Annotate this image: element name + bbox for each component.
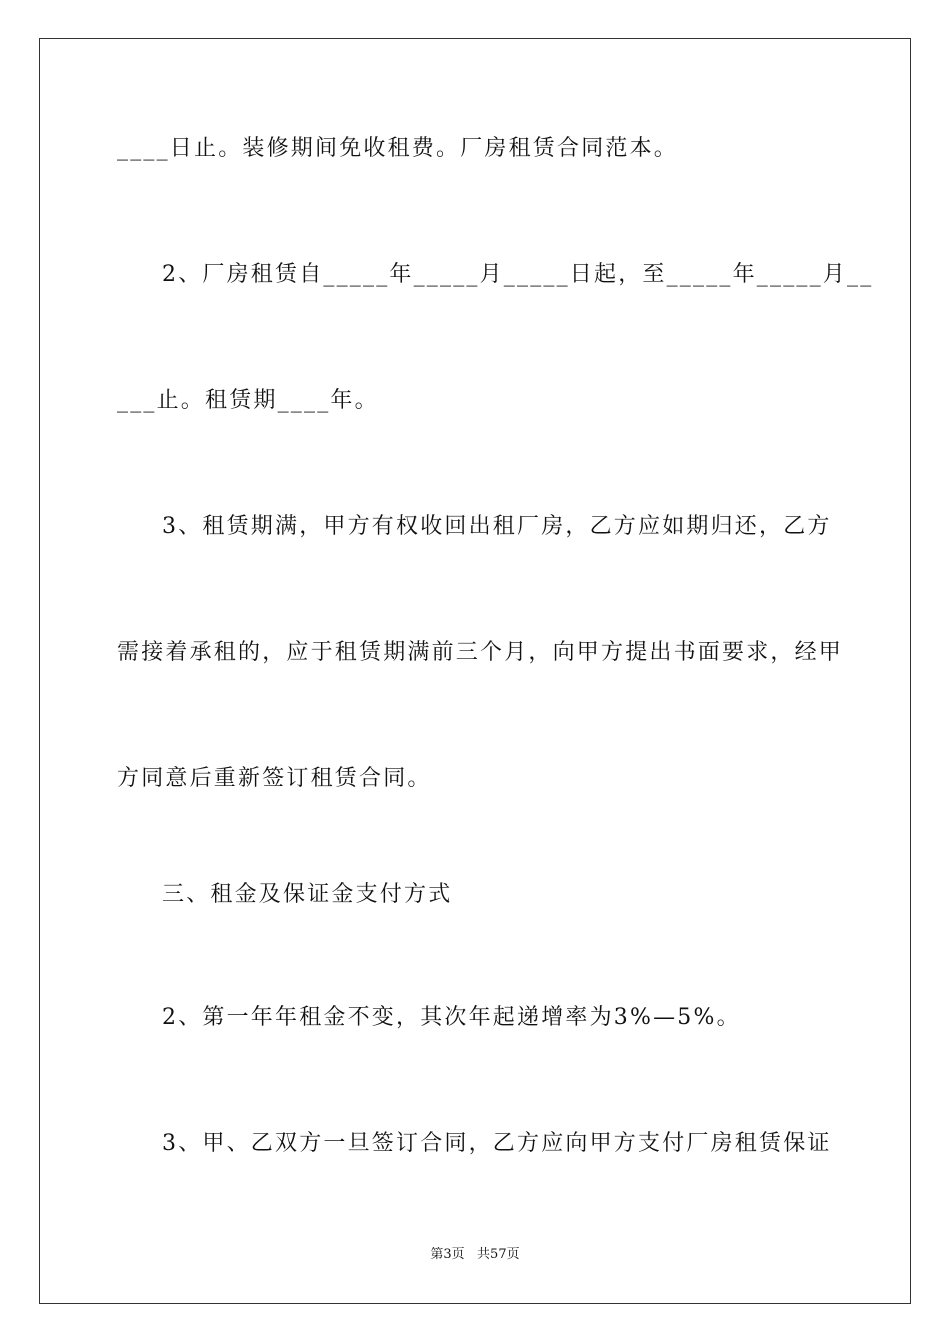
section-heading: 三、租金及保证金支付方式 (162, 882, 453, 907)
text-line-4: 3、租赁期满，甲方有权收回出租厂房，乙方应如期归还，乙方 (162, 514, 832, 539)
text-line-3: ___止。租赁期____年。 (117, 388, 379, 413)
text-line-6: 方同意后重新签订租赁合同。 (117, 766, 432, 791)
text-line-5: 需接着承租的，应于租赁期满前三个月，向甲方提出书面要求，经甲 (117, 640, 844, 665)
page-border (39, 38, 911, 1304)
text-line-2: 2、厂房租赁自_____年_____月_____日起，至_____年_____月__ (162, 262, 874, 287)
text-line-1: ____日止。装修期间免收租费。厂房租赁合同范本。 (117, 136, 679, 161)
text-line-9: 3、甲、乙双方一旦签订合同，乙方应向甲方支付厂房租赁保证 (162, 1131, 832, 1156)
page-number-footer: 第3页 共57页 (430, 1247, 520, 1262)
text-line-8: 2、第一年年租金不变，其次年起递增率为3%—5%。 (162, 1005, 741, 1030)
